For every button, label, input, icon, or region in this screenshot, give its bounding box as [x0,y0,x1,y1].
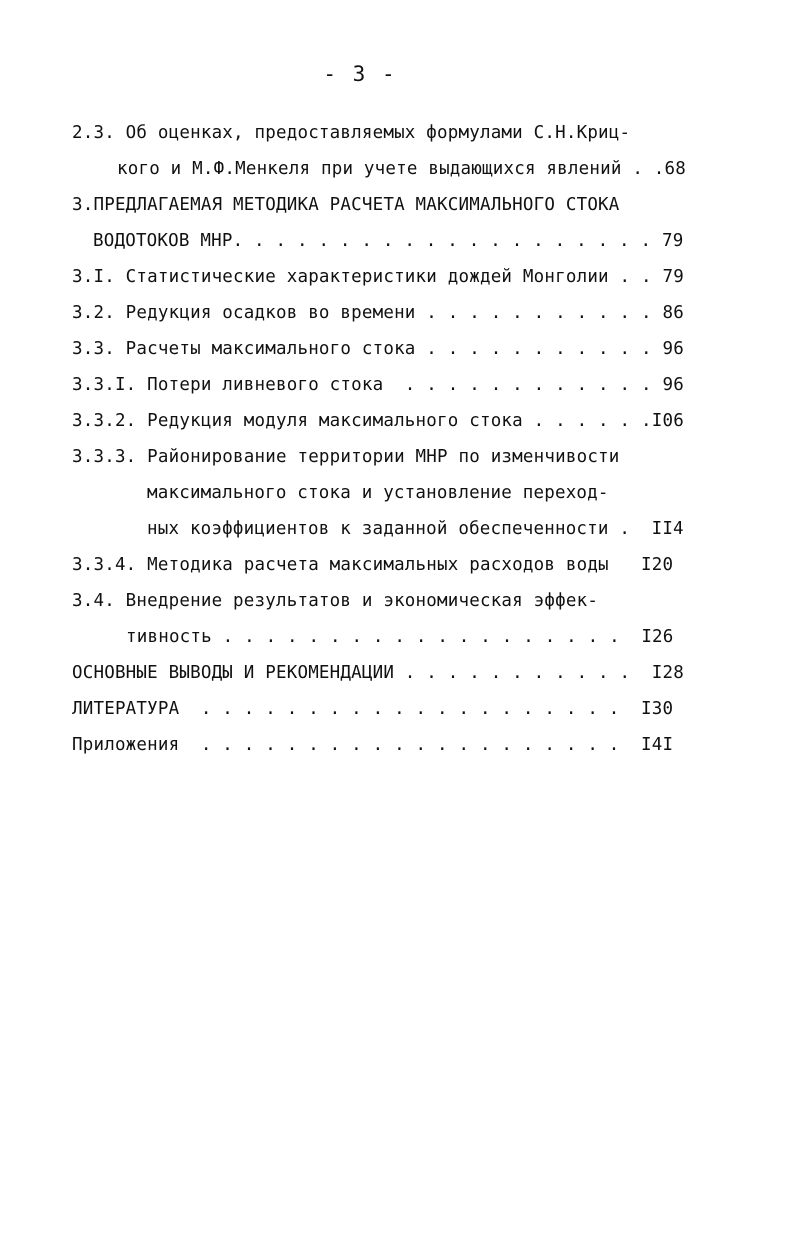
toc-line: 3.I. Статистические характеристики дождей Монголии . . 79 [72,267,684,287]
toc-line: Приложения . . . . . . . . . . . . . . . . . . . . I4I [72,735,674,755]
toc-line: ОСНОВНЫЕ ВЫВОДЫ И РЕКОМЕНДАЦИИ . . . . . . . . . . . I28 [72,663,684,683]
toc-line: 2.3. Об оценках, предоставляемых формулами С.Н.Криц- [72,123,631,143]
toc-line: 3.ПРЕДЛАГАЕМАЯ МЕТОДИКА РАСЧЕТА МАКСИМАЛЬНОГО СТОКА [72,195,620,215]
toc-line: 3.3.4. Методика расчета максимальных расходов воды I20 [72,555,674,575]
page-number: - 3 - [323,62,397,86]
toc-line: максимального стока и установление переход- [147,483,609,503]
toc-line: 3.4. Внедрение результатов и экономическая эффек- [72,591,599,611]
toc-line: 3.3.I. Потери ливневого стока . . . . . . . . . . . . 96 [72,375,684,395]
toc-line: 3.3.3. Районирование территории МНР по изменчивости [72,447,620,467]
toc-line: ЛИТЕРАТУРА . . . . . . . . . . . . . . . . . . . . I30 [72,699,674,719]
toc-line: 3.2. Редукция осадков во времени . . . . . . . . . . . 86 [72,303,684,323]
toc-line: 3.3.2. Редукция модуля максимального стока . . . . . .I06 [72,411,684,431]
toc-line: 3.3. Расчеты максимального стока . . . . . . . . . . . 96 [72,339,684,359]
toc-line: ных коэффициентов к заданной обеспеченности . II4 [147,519,684,539]
toc-line: ВОДОТОКОВ МНР. . . . . . . . . . . . . . . . . . . . 79 [93,231,684,251]
toc-line: кого и М.Ф.Менкеля при учете выдающихся явлений . .68 [117,159,687,179]
toc-line: тивность . . . . . . . . . . . . . . . . . . . I26 [126,627,674,647]
